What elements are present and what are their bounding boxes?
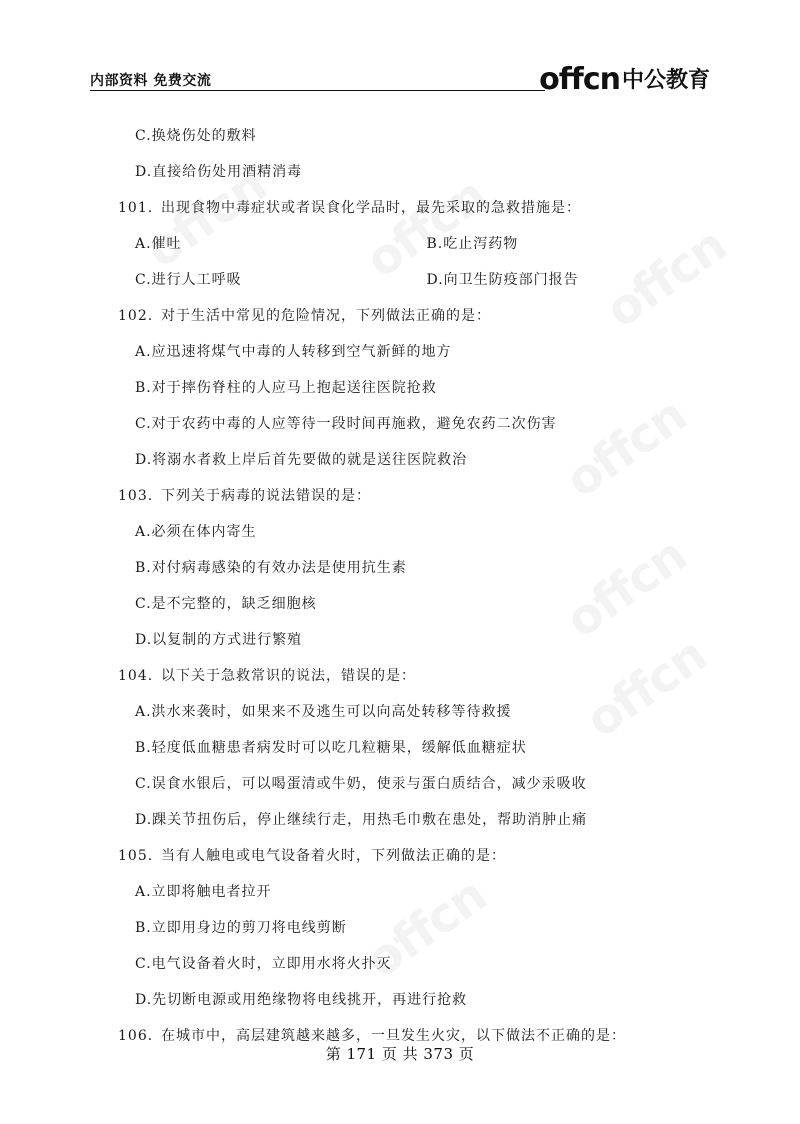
question-content xyxy=(118,118,718,1054)
question-101 xyxy=(118,190,718,226)
option-a: A.应迅速将煤气中毒的人转移到空气新鲜的地方 xyxy=(135,344,452,360)
question-stem: 对于生活中常见的危险情况，下列做法正确的是： xyxy=(161,308,491,324)
option-row xyxy=(118,226,718,262)
question-stem: 以下关于急救常识的说法，错误的是： xyxy=(161,668,416,684)
question-number: 103. xyxy=(118,488,154,504)
question-stem: 当有人触电或电气设备着火时，下列做法正确的是： xyxy=(161,848,506,864)
option-c: C.进行人工呼吸 xyxy=(135,272,242,288)
offcn-logo xyxy=(539,58,710,96)
question-number: 105. xyxy=(118,848,154,864)
option-b: B.对于摔伤脊柱的人应马上抱起送往医院抢救 xyxy=(135,380,437,396)
question-stem: 出现食物中毒症状或者误食化学品时，最先采取的急救措施是： xyxy=(161,200,581,216)
option-d: D.以复制的方式进行繁殖 xyxy=(135,632,303,648)
question-105 xyxy=(118,838,718,874)
option-c: C.对于农药中毒的人应等待一段时间再施救，避免农药二次伤害 xyxy=(135,416,557,432)
option-c: C.误食水银后，可以喝蛋清或牛奶，使汞与蛋白质结合，减少汞吸收 xyxy=(135,776,587,792)
option-row xyxy=(118,262,718,298)
option-a: A.洪水来袭时，如果来不及逃生可以向高处转移等待救援 xyxy=(135,704,512,720)
question-104 xyxy=(118,658,718,694)
option-b: B.对付病毒感染的有效办法是使用抗生素 xyxy=(135,560,407,576)
option-c: C.是不完整的，缺乏细胞核 xyxy=(135,596,317,612)
question-number: 104. xyxy=(118,668,154,684)
question-number: 106. xyxy=(118,1028,154,1044)
option-b: B.立即用身边的剪刀将电线剪断 xyxy=(135,920,347,936)
logo-latin-text: offcn xyxy=(539,62,620,97)
header-rule xyxy=(90,90,545,91)
option-b: B.轻度低血糖患者病发时可以吃几粒糖果，缓解低血糖症状 xyxy=(135,740,527,756)
page-number: 第 171 页 共 373 页 xyxy=(325,1045,475,1063)
option-line: C.换烧伤处的敷料 xyxy=(135,128,257,144)
option-a: A.立即将触电者拉开 xyxy=(135,884,272,900)
option-d: D.将溺水者救上岸后首先要做的就是送往医院救治 xyxy=(135,452,468,468)
question-number: 101. xyxy=(118,200,154,216)
page-header xyxy=(90,58,710,98)
question-number: 102. xyxy=(118,308,154,324)
question-stem: 下列关于病毒的说法错误的是： xyxy=(161,488,371,504)
question-stem: 在城市中，高层建筑越来越多，一旦发生火灾，以下做法不正确的是： xyxy=(161,1028,626,1044)
header-caption: 内部资料 免费交流 xyxy=(90,73,212,89)
question-102 xyxy=(118,298,718,334)
question-103 xyxy=(118,478,718,514)
option-d: D.向卫生防疫部门报告 xyxy=(426,272,579,288)
option-d: D.踝关节扭伤后，停止继续行走，用热毛巾敷在患处，帮助消肿止痛 xyxy=(135,812,588,828)
option-c: C.电气设备着火时，立即用水将火扑灭 xyxy=(135,956,392,972)
option-a: A.必须在体内寄生 xyxy=(135,524,257,540)
option-d: D.先切断电源或用绝缘物将电线挑开，再进行抢救 xyxy=(135,992,468,1008)
logo-chinese-text: 中公教育 xyxy=(621,68,710,93)
option-line: D.直接给伤处用酒精消毒 xyxy=(135,164,303,180)
option-a: A.催吐 xyxy=(135,236,182,252)
option-b: B.吃止泻药物 xyxy=(426,236,519,252)
